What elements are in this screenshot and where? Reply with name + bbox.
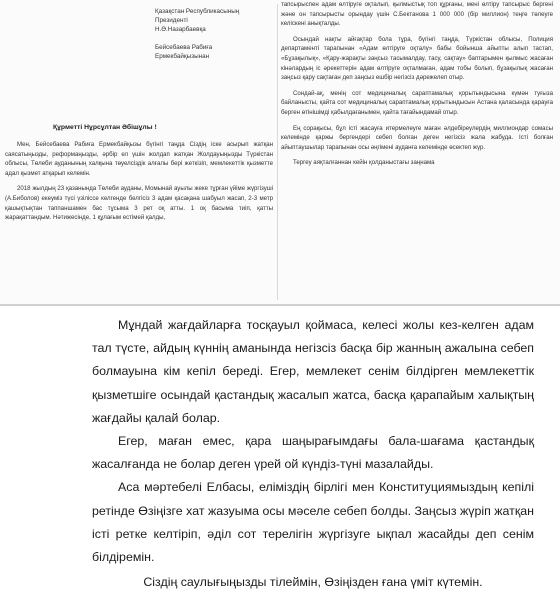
paragraph: тапсырыспен адам өлтіруге оқталып, қылмыстық топ құрғаны, мені өлтіру тапсырыс бергені және он тапсырысты орындау үшін С.Бектанова 1 000 000 (бір миллион) теңге төлеуге келіскені анықталды. bbox=[281, 1, 553, 28]
address-line: Н.Ә.Назарбаевқа bbox=[155, 26, 206, 33]
paragraph: Ең сорақысы, бұл істі жасауға итермелеуге маған әлдебіреулердің миллиондар сомасы келемінде қаржы бергендері себеп болған деген негізсіз жала жабуда. Істі болған айыптаушылар тарапынан осы әңгімені ауданға келемінде өсектеп жүр. bbox=[281, 124, 553, 151]
paragraph: 2018 жылдың 23 қазанында Төлеби ауданы, Момынай ауылы жеке тұрған үйіме жүргізуші (А.Биболов) екеуміз түсі үзіліссе келгенде белгісіз 3 адам қасақана шабуыл жасап, 2-3 метр қашықтықтан таппаншамен бас тұсыма 3 рет оқ атты. 1 оқ басыма тиіп, қатты жарақаттандым. Нәтижесінде, 1 құлағым естімей қалды, bbox=[5, 185, 273, 222]
paragraph: Тергеу аяқталғаннан кейін қолданыстағы заңнама bbox=[293, 159, 435, 167]
closing-line: Сіздің саулығыңызды тілеймін, Өзіңізден ғана үміт күтемін. bbox=[143, 575, 483, 590]
greeting: Құрметті Нұрсұлтан Әбішұлы ! bbox=[53, 124, 157, 131]
address-line: Қазақстан Республикасының bbox=[155, 8, 240, 15]
left-body bbox=[5, 140, 273, 223]
paragraph: Аса мәртебелі Елбасы, еліміздің бірлігі мен Конституциямыздың кепілі ретінде Өзіңізге хат жазуыма осы мәселе себеп болды. Заңсыз жүріп жатқан істі ретке келтіріп, әділ сот терелігін жүргізуге ықпал жасайды деп сенім білдіремін. bbox=[92, 480, 534, 565]
paragraph: Егер, маған емес, қара шаңырағымдағы бала-шағама қастандық жасалғанда не болар деген үрей ой күндіз-түні мазалайды. bbox=[92, 434, 534, 472]
paragraph: Мұндай жағдайларға тосқауыл қоймаса, келесі жолы кез-келген адам тал түсте, айдың күннің аманында негізсіз басқа бір жанның ажалына себеп болмауына кім кепіл береді. Егер, мемлекет сенім білдірген мемлекеттік қызметшіге осындай қастандық жасалып жатса, басқа қарапайым халықтың жағдайы қалай болар. bbox=[92, 318, 534, 425]
recipient-address bbox=[155, 7, 273, 61]
paragraph: Сондай-ақ, менің сот медициналық сараптамалық қорытындысына күмән туғыза байланысты, қайта сот медициналық сараптамалық қорытындысын Астана қаласында қарауға берген өтінішімді қабылдағанымен, қайта тағайындамай отыр. bbox=[281, 89, 553, 116]
paragraph: Осындай нақты айғақтар бола тұра, бүгінгі таңда, Түркістан облысы, Полиция департаменті тарапынан «Адам өлтіруге оқталу» бабы бойынша айыпты алып тастап, «Бұзақылық», «Қару-жарақты заңсыз тасымалдау, тасу, сақтау» баптарымен қылмыс жасаған кінәлардың іс әрекеттерін адам өлтіруге оқталмаған, адам тобы болып, бұзақылық жасаған заңсыз қару сақтаған деп заңсыз ешбір негізсіз дәрежелеп отыр. bbox=[281, 35, 553, 82]
sender-line: Бейсебаева Рабиға bbox=[155, 44, 213, 51]
left-column bbox=[5, 0, 275, 304]
right-column bbox=[281, 0, 553, 304]
column-divider bbox=[277, 4, 278, 300]
letter-page-bottom bbox=[0, 306, 560, 590]
address-line: Президенті bbox=[155, 17, 188, 24]
sender-line: Ермекбайқызынан bbox=[155, 53, 210, 60]
bottom-body bbox=[92, 314, 534, 594]
paragraph: Мен, Бейсебаева Рабиға Ермекбайқызы бүгінгі таңда Сіздің іске асырып жатқан саясатыңызды, реформаңызды, әрбір ел үшін жолдап жатқан Жолдауыңызды Түркістан облысы, Төлеби ауданының халқына төуелсіздік алғалы бері жеткізіп, мемлекеттік қызметте адал қызмет атқарып келемін. bbox=[5, 141, 273, 177]
right-body bbox=[281, 0, 553, 168]
